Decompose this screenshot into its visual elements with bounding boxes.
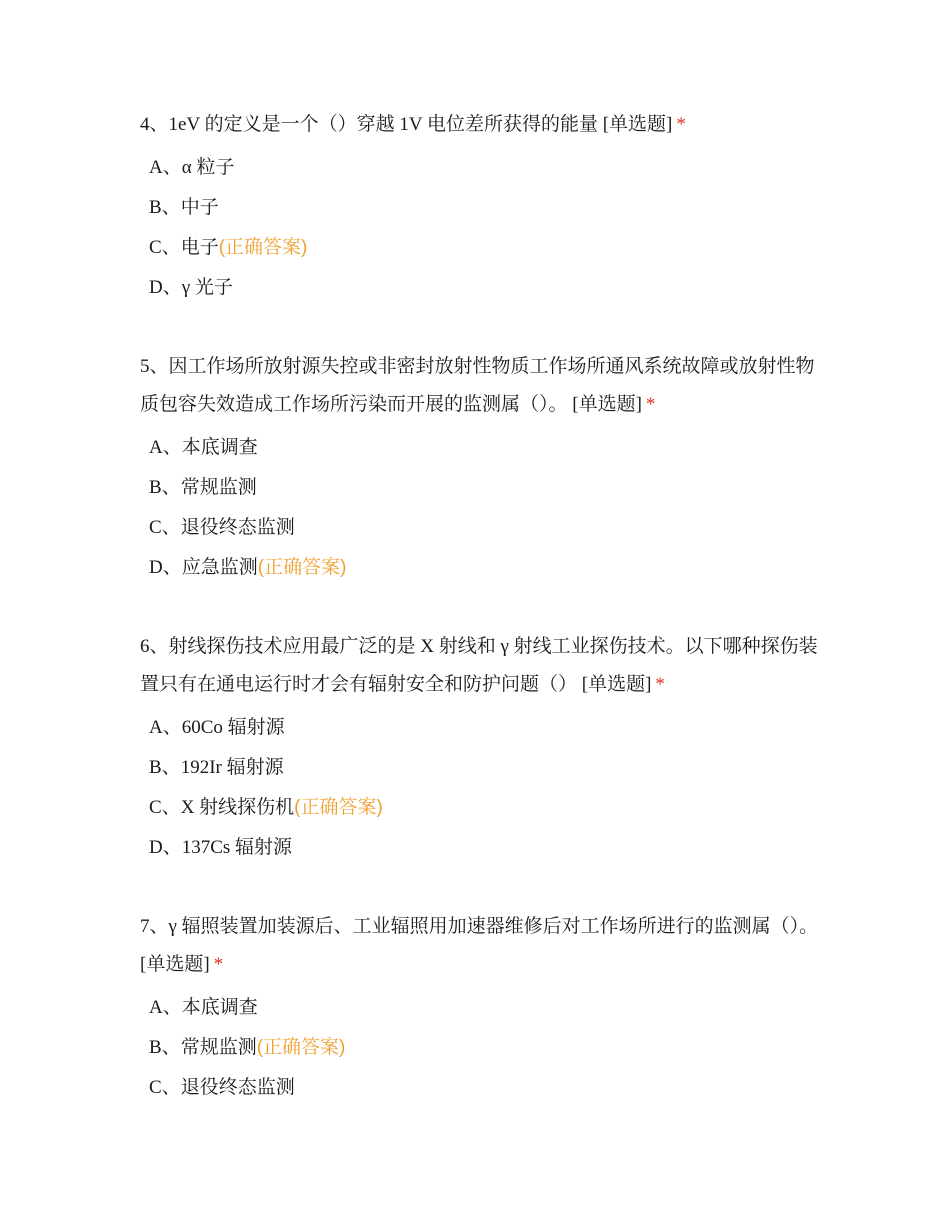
option-c: C、退役终态监测 bbox=[149, 1077, 295, 1098]
required-marker: * bbox=[213, 954, 224, 975]
question-type-tag: [单选题] bbox=[572, 394, 642, 415]
option-a: A、α 粒子 bbox=[149, 157, 235, 178]
question-type-tag: [单选题] bbox=[140, 954, 210, 975]
question-text bbox=[140, 908, 820, 984]
option-b: B、中子 bbox=[149, 197, 219, 218]
question-6 bbox=[140, 628, 820, 868]
option-b: B、常规监测(正确答案) bbox=[149, 1037, 346, 1058]
option-c: C、电子(正确答案) bbox=[149, 237, 308, 258]
option-d: D、137Cs 辐射源 bbox=[149, 837, 293, 858]
question-text bbox=[140, 106, 820, 144]
question-4 bbox=[140, 106, 820, 308]
options-list bbox=[140, 148, 820, 308]
question-stem: 1eV 的定义是一个（）穿越 1V 电位差所获得的能量 bbox=[168, 114, 598, 135]
required-marker: * bbox=[655, 674, 665, 695]
required-marker: * bbox=[645, 394, 656, 415]
question-text bbox=[140, 628, 820, 704]
question-number: 7、 bbox=[140, 916, 169, 937]
option-c: C、X 射线探伤机(正确答案) bbox=[149, 797, 383, 818]
question-stem: γ 辐照装置加装源后、工业辐照用加速器维修后对工作场所进行的监测属（）。 bbox=[168, 916, 819, 937]
correct-answer-marker: (正确答案) bbox=[257, 557, 347, 578]
option-a: A、本底调查 bbox=[149, 997, 258, 1018]
options-list bbox=[140, 708, 820, 868]
question-number: 6、 bbox=[140, 636, 169, 657]
option-d: D、应急监测(正确答案) bbox=[149, 557, 347, 578]
question-stem: 因工作场所放射源失控或非密封放射性物质工作场所通风系统故障或放射性物质包容失效造成工作场所污染而开展的监测属（）。 bbox=[140, 356, 815, 415]
option-d: D、γ 光子 bbox=[149, 277, 233, 298]
option-a: A、本底调查 bbox=[149, 437, 258, 458]
correct-answer-marker: (正确答案) bbox=[256, 1037, 346, 1058]
required-marker: * bbox=[676, 114, 686, 135]
question-type-tag: [单选题] bbox=[602, 114, 673, 135]
option-c: C、退役终态监测 bbox=[149, 517, 295, 538]
question-5 bbox=[140, 348, 820, 588]
question-number: 4、 bbox=[140, 114, 169, 135]
option-b: B、常规监测 bbox=[149, 477, 257, 498]
option-a: A、60Co 辐射源 bbox=[149, 717, 285, 738]
options-list bbox=[140, 428, 820, 588]
correct-answer-marker: (正确答案) bbox=[294, 797, 383, 818]
correct-answer-marker: (正确答案) bbox=[218, 237, 308, 258]
question-type-tag: [单选题] bbox=[581, 674, 652, 695]
question-number: 5、 bbox=[140, 356, 169, 377]
option-b: B、192Ir 辐射源 bbox=[149, 757, 284, 778]
question-text bbox=[140, 348, 820, 424]
question-7 bbox=[140, 908, 820, 1108]
question-stem: 射线探伤技术应用最广泛的是 X 射线和 γ 射线工业探伤技术。以下哪种探伤装置只有在通电运行时才会有辐射安全和防护问题（） bbox=[140, 636, 818, 695]
options-list bbox=[140, 988, 820, 1108]
